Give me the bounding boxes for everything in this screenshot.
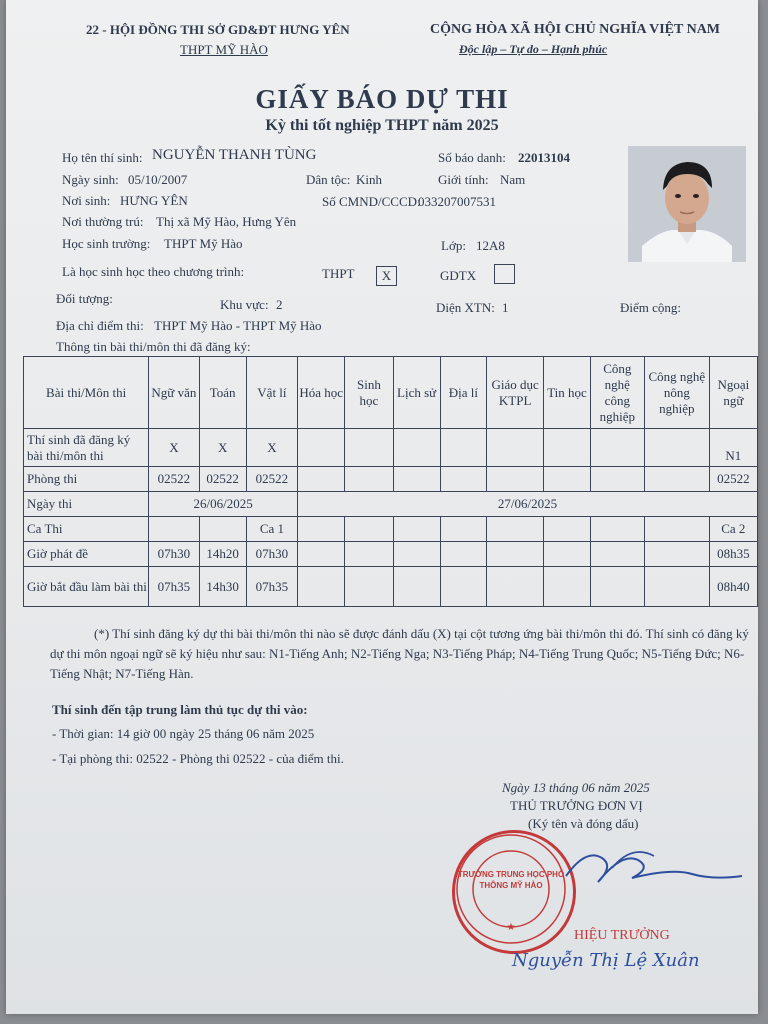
table-cell: 02522 — [709, 467, 757, 492]
birthplace-value: HƯNG YÊN — [120, 193, 188, 208]
table-header-cell: Giáo dục KTPL — [486, 357, 543, 429]
xtn-value: 1 — [502, 300, 509, 315]
table-cell — [645, 429, 710, 467]
svg-text:★: ★ — [506, 922, 516, 933]
exam-date-day2: 27/06/2025 — [298, 492, 758, 517]
signature-date: Ngày 13 tháng 06 năm 2025 — [502, 780, 650, 795]
table-cell: 02522 — [199, 467, 246, 492]
table-cell — [298, 429, 345, 467]
table-cell — [544, 567, 590, 607]
gather-room: - Tại phòng thi: 02522 - Phòng thi 02522 - của điểm thi. — [52, 751, 344, 766]
signature-instruction: (Ký tên và đóng dấu) — [528, 816, 639, 831]
table-cell: 02522 — [246, 467, 297, 492]
table-cell — [486, 542, 543, 567]
table-header-cell: Vật lí — [246, 357, 297, 429]
row-label: Ngày thi — [24, 492, 149, 517]
sbd-label: Số báo danh: — [438, 150, 506, 165]
table-cell — [345, 467, 393, 492]
principal-title: HIỆU TRƯỞNG — [574, 928, 670, 943]
table-cell: X — [199, 429, 246, 467]
thpt-checkbox: X — [376, 266, 397, 286]
row-label: Phòng thi — [24, 467, 149, 492]
birthplace-label: Nơi sinh: — [62, 193, 111, 208]
program-label: Là học sinh học theo chương trình: — [62, 264, 245, 279]
table-cell — [544, 467, 590, 492]
school-value: THPT Mỹ Hào — [164, 236, 243, 251]
national-title: CỘNG HÒA XÃ HỘI CHỦ NGHĨA VIỆT NAM — [430, 22, 721, 37]
id-value: 033207007531 — [418, 194, 496, 209]
residence-value: Thị xã Mỹ Hào, Hưng Yên — [156, 214, 297, 229]
school-label: Học sinh trường: — [62, 236, 151, 251]
table-cell — [486, 429, 543, 467]
handwritten-signature — [562, 838, 752, 898]
gender-value: Nam — [500, 172, 526, 187]
table-cell: N1 — [709, 429, 757, 467]
table-cell — [645, 517, 710, 542]
exam-date-day1: 26/06/2025 — [149, 492, 298, 517]
session-ca1: Ca 1 — [246, 517, 297, 542]
table-cell — [393, 567, 440, 607]
exam-schedule-table — [23, 356, 758, 607]
bonus-label: Điểm cộng: — [620, 300, 682, 315]
signature-role: THỦ TRƯỞNG ĐƠN VỊ — [510, 798, 643, 813]
sbd-value: 22013104 — [518, 150, 570, 165]
object-label: Đối tượng: — [56, 291, 113, 306]
table-header-cell: Toán — [199, 357, 246, 429]
class-label: Lớp: — [441, 238, 466, 253]
table-header-cell: Công nghệ nông nghiệp — [645, 357, 710, 429]
table-cell — [345, 542, 393, 567]
table-cell — [345, 517, 393, 542]
table-cell — [199, 517, 246, 542]
registered-info-label: Thông tin bài thi/môn thi đã đăng ký: — [56, 339, 251, 354]
gather-time: - Thời gian: 14 giờ 00 ngày 25 tháng 06 năm 2025 — [52, 726, 315, 741]
table-cell — [440, 567, 486, 607]
table-cell — [590, 567, 644, 607]
table-cell: X — [149, 429, 199, 467]
table-cell — [645, 542, 710, 567]
table-cell — [298, 467, 345, 492]
table-cell: 07h35 — [246, 567, 297, 607]
row-label: Giờ phát đề — [24, 542, 149, 567]
table-row-registered — [24, 429, 758, 467]
row-label: Giờ bắt đầu làm bài thi — [24, 567, 149, 607]
table-header-cell: Tin học — [544, 357, 590, 429]
table-cell — [645, 467, 710, 492]
region-label: Khu vực: — [220, 297, 269, 312]
table-cell: 07h30 — [149, 542, 199, 567]
table-cell — [393, 517, 440, 542]
ethnic-label: Dân tộc: — [306, 172, 351, 187]
table-row-session — [24, 517, 758, 542]
table-cell: 07h35 — [149, 567, 199, 607]
table-row-issue-time — [24, 542, 758, 567]
gdtx-checkbox — [494, 264, 515, 284]
table-cell — [486, 467, 543, 492]
table-cell: X — [246, 429, 297, 467]
venue-label: Địa chỉ điểm thi: — [56, 318, 144, 333]
session-ca2: Ca 2 — [709, 517, 757, 542]
table-cell — [486, 517, 543, 542]
id-label: Số CMND/CCCD: — [322, 194, 421, 209]
table-cell — [486, 567, 543, 607]
table-cell — [544, 542, 590, 567]
signer-name: Nguyễn Thị Lệ Xuân — [512, 950, 700, 971]
xtn-label: Diện XTN: — [436, 300, 495, 315]
table-cell: 08h35 — [709, 542, 757, 567]
table-row-date — [24, 492, 758, 517]
table-cell — [149, 517, 199, 542]
table-row-start-time — [24, 567, 758, 607]
dob-label: Ngày sinh: — [62, 172, 119, 187]
table-cell — [298, 517, 345, 542]
table-cell — [393, 542, 440, 567]
table-cell — [440, 467, 486, 492]
gender-label: Giới tính: — [438, 172, 489, 187]
council-name: 22 - HỘI ĐỒNG THI SỞ GD&ĐT HƯNG YÊN — [86, 22, 350, 37]
registration-note: (*) Thí sinh đăng ký dự thi bài thi/môn thi nào sẽ được đánh dấu (X) tại cột tương ứng bài thi/môn thi đó. Thí sinh có đăng ký dự thi môn ngoại ngữ sẽ ký hiệu như sau: N1-Tiếng Anh; N2-Tiếng Nga; N3-Tiếng Pháp; N4-Tiếng Trung Quốc; N5-Tiếng Đức; N6-Tiếng Nhật; N7-Tiếng Hàn. — [50, 626, 749, 681]
school-name: THPT MỸ HÀO — [180, 42, 268, 57]
table-cell — [590, 467, 644, 492]
row-label: Ca Thi — [24, 517, 149, 542]
region-value: 2 — [276, 297, 283, 312]
national-motto: Độc lập – Tự do – Hạnh phúc — [459, 42, 608, 56]
class-value: 12A8 — [476, 238, 505, 253]
document-subtitle: Kỳ thi tốt nghiệp THPT năm 2025 — [265, 117, 499, 134]
stamp-text: TRƯỜNG TRUNG HỌC PHỔ THÔNG MỸ HÀO — [457, 870, 565, 890]
table-header-cell: Hóa học — [298, 357, 345, 429]
table-cell — [345, 567, 393, 607]
table-header-row — [24, 357, 758, 429]
table-header-cell: Ngoại ngữ — [709, 357, 757, 429]
table-cell — [544, 517, 590, 542]
table-cell: 07h30 — [246, 542, 297, 567]
table-header-cell: Công nghệ công nghiệp — [590, 357, 644, 429]
table-row-room — [24, 467, 758, 492]
table-cell: 08h40 — [709, 567, 757, 607]
candidate-name: NGUYỄN THANH TÙNG — [152, 147, 317, 163]
table-cell — [440, 542, 486, 567]
table-cell — [393, 429, 440, 467]
row-label: Thí sinh đã đăng ký bài thi/môn thi — [24, 429, 149, 467]
table-cell — [590, 517, 644, 542]
table-cell — [590, 429, 644, 467]
table-cell — [544, 429, 590, 467]
table-cell — [298, 567, 345, 607]
table-header-cell: Địa lí — [440, 357, 486, 429]
school-stamp — [452, 830, 576, 954]
table-cell — [440, 429, 486, 467]
program-thpt-label: THPT — [322, 266, 355, 281]
table-cell — [645, 567, 710, 607]
name-label: Họ tên thí sinh: — [62, 150, 143, 165]
table-cell — [440, 517, 486, 542]
venue-value: THPT Mỹ Hào - THPT Mỹ Hào — [154, 318, 322, 333]
table-header-cell: Lịch sử — [393, 357, 440, 429]
table-cell: 14h20 — [199, 542, 246, 567]
table-cell: 02522 — [149, 467, 199, 492]
table-cell — [393, 467, 440, 492]
document-title: GIẤY BÁO DỰ THI — [255, 84, 509, 114]
table-cell — [298, 542, 345, 567]
program-gdtx-label: GDTX — [440, 268, 477, 283]
table-cell — [345, 429, 393, 467]
table-header-cell: Sinh học — [345, 357, 393, 429]
ethnic-value: Kinh — [356, 172, 382, 187]
residence-label: Nơi thường trú: — [62, 214, 144, 229]
dob-value: 05/10/2007 — [128, 172, 188, 187]
table-cell: 14h30 — [199, 567, 246, 607]
candidate-photo — [628, 146, 746, 262]
gather-title: Thí sinh đến tập trung làm thủ tục dự thi vào: — [52, 702, 308, 717]
table-header-cell: Bài thi/Môn thi — [24, 357, 149, 429]
table-cell — [590, 542, 644, 567]
exam-notice-paper — [6, 0, 758, 1014]
table-header-cell: Ngữ văn — [149, 357, 199, 429]
